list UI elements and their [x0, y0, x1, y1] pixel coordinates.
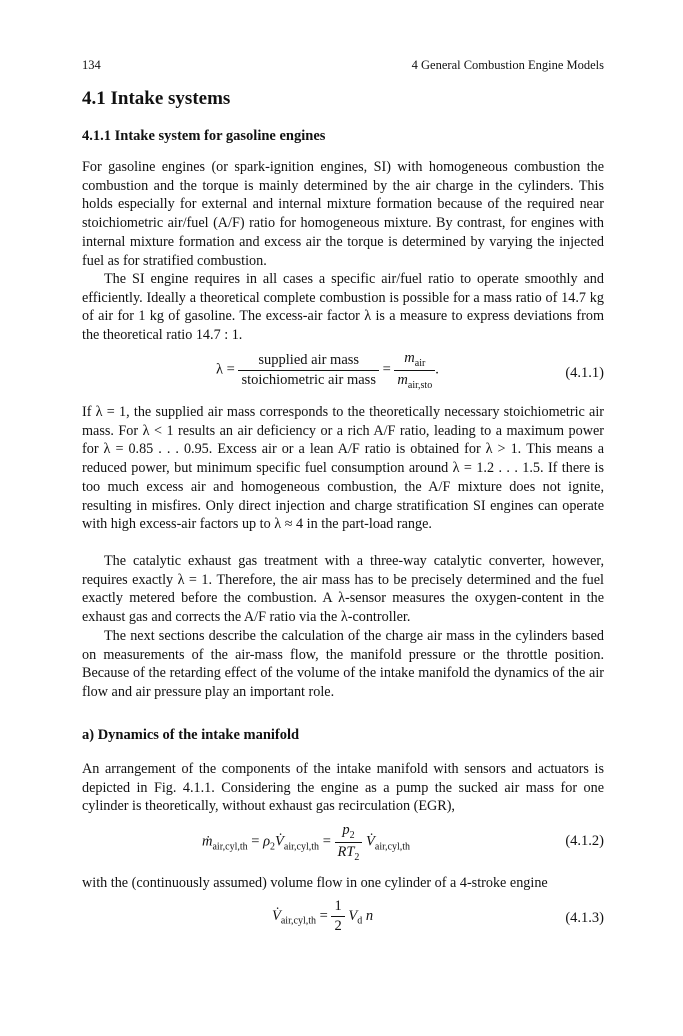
eq1-denominator: stoichiometric air mass	[238, 370, 379, 389]
subheading-dynamics: a) Dynamics of the intake manifold	[82, 727, 300, 743]
eq1-symbolic-fraction: $\frac{m_{air}}{m_{air,sto}}$	[394, 350, 435, 391]
eq1-numerator: supplied air mass	[258, 351, 360, 368]
eq1-number: (4.1.1)	[565, 365, 604, 381]
eq1-lhs: λ =	[216, 361, 235, 378]
subsection-title: 4.1.1 Intake system for gasoline engines	[82, 128, 326, 144]
eq2-number: (4.1.2)	[565, 833, 604, 849]
paragraph-7: with the (continuously assumed) volume flow in one cylinder of a 4-stroke engine	[82, 875, 548, 891]
page-number: 134	[82, 58, 101, 72]
paragraph-1: For gasoline engines (or spark-ignition engines, SI) with homogeneous combustion the combustion and the torque is mainly determined by the air charge in the cylinders. This holds especially for external and internal mixture formation because of the required near stoichiometric air/fuel (A/F) ratio for homogeneous mixture. By contrast, for engines with internal mixture formation and excess air the torque is determined by varying the injected fuel as for stratified combustion.	[82, 159, 604, 269]
eq3-number: (4.1.3)	[565, 910, 604, 926]
paragraph-4: The catalytic exhaust gas treatment with a three-way catalytic converter, however, requires exactly λ = 1. Therefore, the air mass has to be precisely determined and the fuel exactly metered before the combustion. A λ-sensor measures the oxygen-content in the exhaust gas and corrects the A/F ratio via the λ-controller.	[82, 553, 604, 626]
section-title: 4.1 Intake systems	[82, 88, 231, 109]
paragraph-2: The SI engine requires in all cases a specific air/fuel ratio to operate smoothly and efficiently. Ideally a theoretical complete combustion is possible for a mass ratio of 14.7 kg of air for 1 kg of gasoline. The excess-air factor λ is a measure to express deviations from the theoretical ratio 14.7 : 1.	[82, 271, 604, 344]
chapter-title: 4 General Combustion Engine Models	[411, 58, 604, 72]
paragraph-5: The next sections describe the calculation of the charge air mass in the cylinders based on measurements of the air-mass flow, the manifold pressure or the throttle position. Because of the retarding effect of the volume of the intake manifold the dynamics of the air flow and air pressure play an important role.	[82, 628, 604, 701]
eq1-fraction	[238, 352, 379, 389]
paragraph-3: If λ = 1, the supplied air mass corresponds to the theoretically necessary stoichiometric air mass. For λ < 1 results an air deficiency or a rich A/F ratio, leading to a maximum power for λ = 0.85 . . . 0.95. Excess air or a lean A/F ratio is obtained for λ > 1. This means a reduced power, but minimum specific fuel consumption around λ = 1.2 . . . 1.5. If there is too much excess air and homogeneous combustion, the A/F mixture does not ignite, resulting in misfires. Only direct injection and charge stratification SI engines can operate with high excess-air factors up to λ ≈ 4 in the part-load range.	[82, 404, 604, 533]
paragraph-6: An arrangement of the components of the intake manifold with sensors and actuators is depicted in Fig. 4.1.1. Considering the engine as a pump the sucked air mass for one cylinder is theoretically, without exhaust gas recirculation (EGR),	[82, 761, 604, 815]
